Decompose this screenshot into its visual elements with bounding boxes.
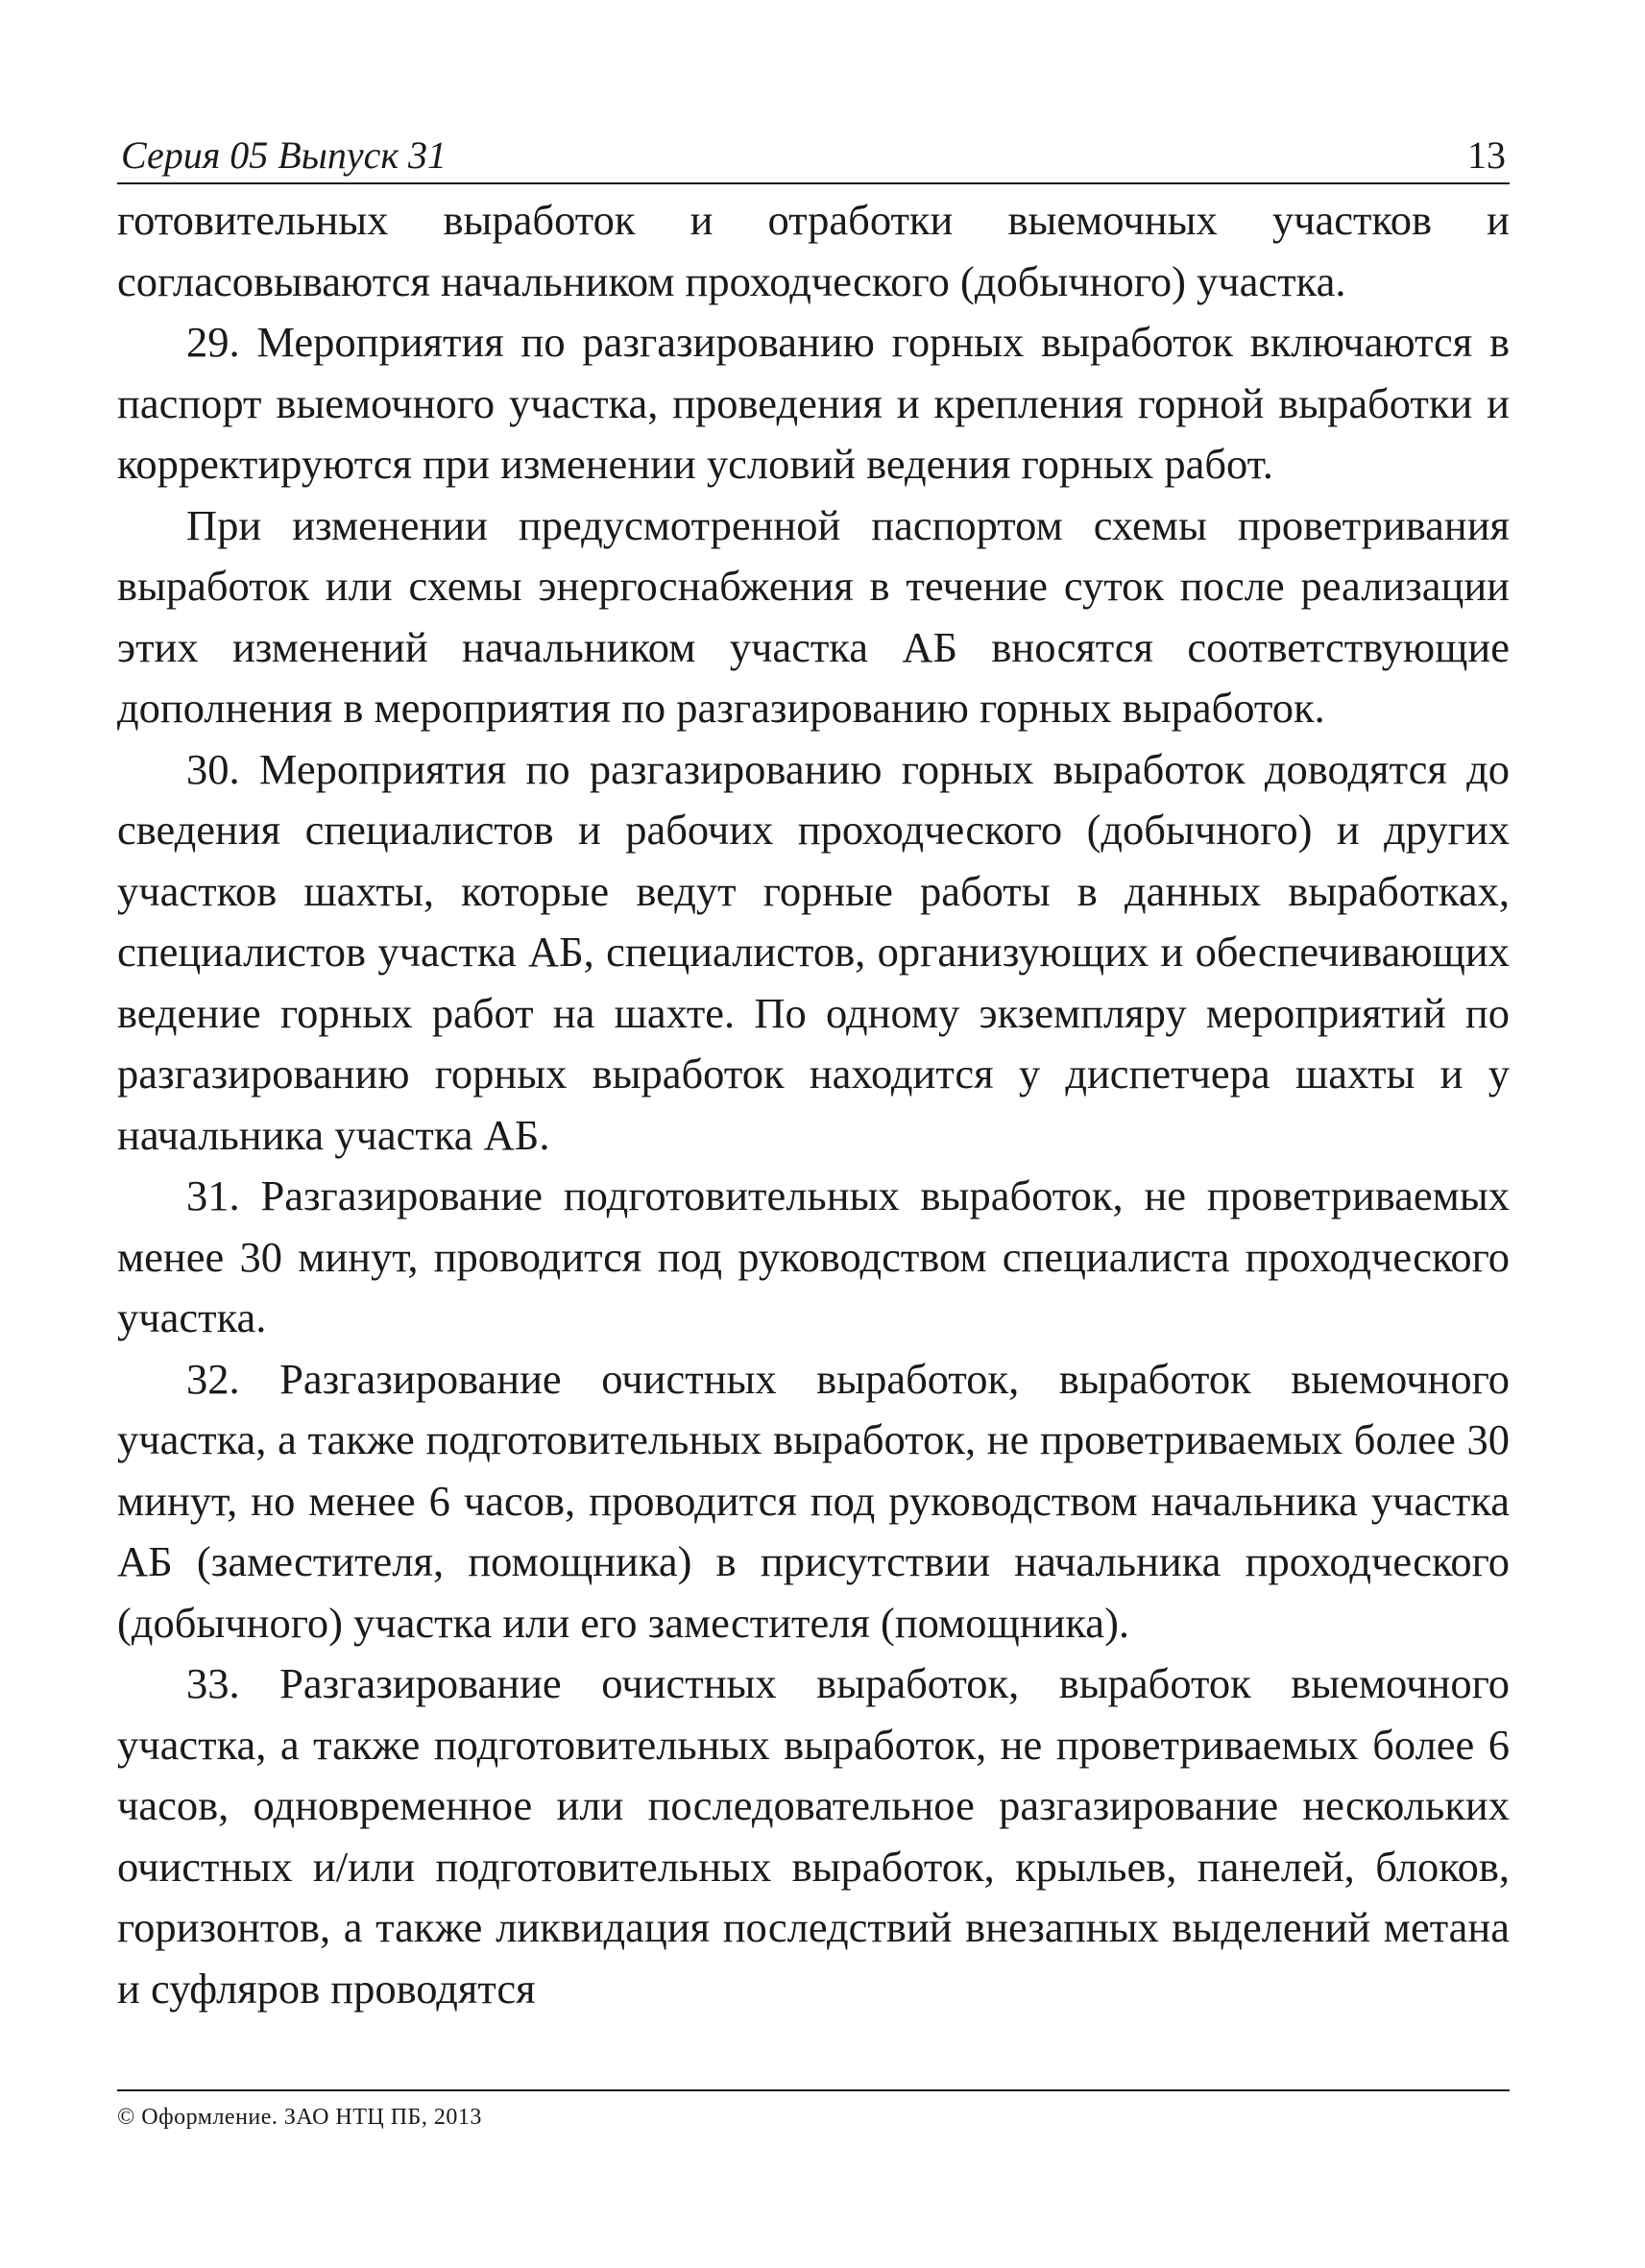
page-number: 13	[1467, 133, 1506, 177]
body-text	[117, 190, 1510, 2019]
paragraph-30: 30. Мероприятия по разгазированию горных выработок доводятся до сведения специалистов и рабочих проходческого (добычного) и других участков шахты, которые ведут горные работы в данных выработках, специалистов участка АБ, специалистов, организующих и обеспечивающих ведение горных работ на шахте. По одному экземпляру мероприятий по разгазированию горных выработок находится у диспетчера шахты и у начальника участка АБ.	[117, 744, 1510, 1159]
series-title: Серия 05 Выпуск 31	[121, 133, 448, 177]
paragraph-31: 31. Разгазирование подготовительных выработок, не проветриваемых менее 30 минут, проводится под руководством специалиста проходческого участка.	[117, 1171, 1510, 1341]
copyright-notice: © Оформление. ЗАО НТЦ ПБ, 2013	[117, 2105, 482, 2130]
paragraph-33: 33. Разгазирование очистных выработок, выработок выемочного участка, а также подготовительных выработок, не проветриваемых более 6 часов, одновременное или последовательное разгазирование нескольких очистных и/или подготовительных выработок, крыльев, панелей, блоков, горизонтов, а также ликвидация последствий внезапных выделений метана и суфляров проводятся	[117, 1659, 1510, 2013]
page-footer	[117, 2089, 1510, 2132]
paragraph-continuation: готовительных выработок и отработки выемочных участков и согласовываются начальником проходческого (добычного) участка.	[117, 196, 1510, 305]
paragraph-29: 29. Мероприятия по разгазированию горных выработок включаются в паспорт выемочного участка, проведения и крепления горной выработки и корректируются при изменении условий ведения горных работ.	[117, 318, 1510, 488]
running-head	[117, 125, 1510, 184]
paragraph-32: 32. Разгазирование очистных выработок, выработок выемочного участка, а также подготовительных выработок, не проветриваемых более 30 минут, но менее 6 часов, проводится под руководством начальника участка АБ (заместителя, помощника) в присутствии начальника проходческого (добычного) участка или его заместителя (помощника).	[117, 1354, 1510, 1647]
paragraph-29-schedule-change: При изменении предусмотренной паспортом схемы проветривания выработок или схемы энергоснабжения в течение суток после реализации этих изменений начальником участка АБ вносятся соответствующие дополнения в мероприятия по разгазированию горных выработок.	[117, 500, 1510, 732]
document-page	[117, 125, 1510, 2019]
